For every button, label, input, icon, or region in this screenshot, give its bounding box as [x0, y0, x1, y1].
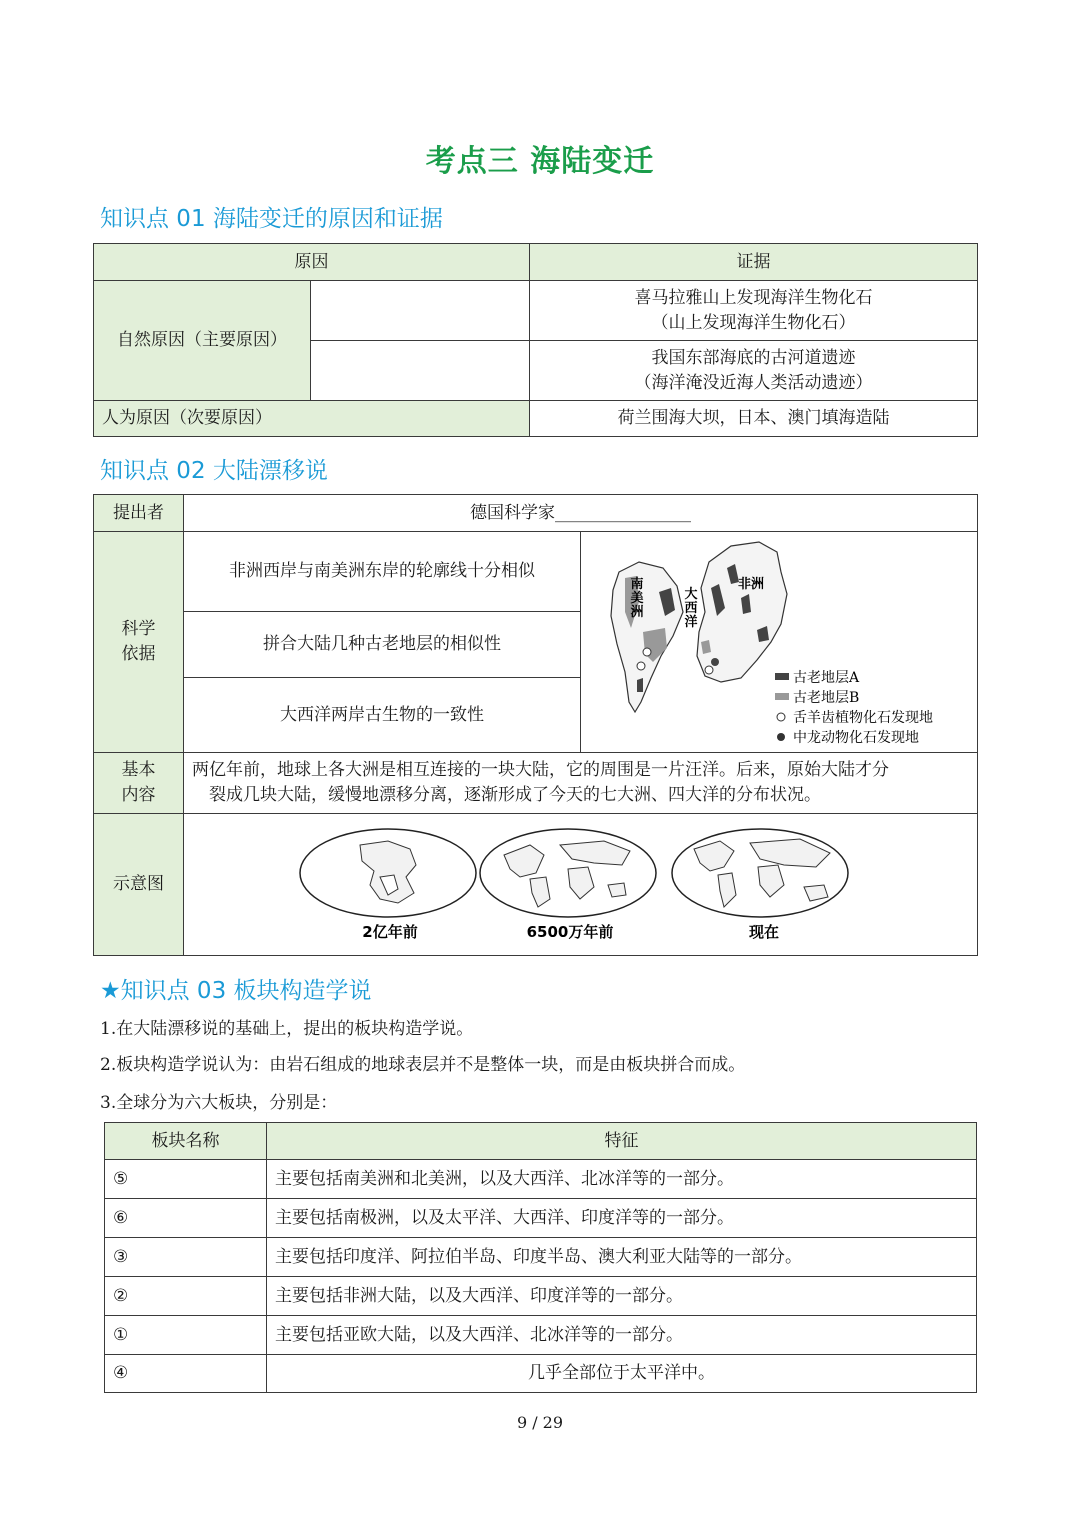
paragraph-2: 2.板块构造学说认为：由岩石组成的地球表层并不是整体一块，而是由板块拼合而成。: [100, 1055, 746, 1075]
content-label-1: 基本: [121, 760, 156, 781]
globes-diagram: [184, 815, 978, 955]
plate-feature: 主要包括印度洋、阿拉伯半岛、印度半岛、澳大利亚大陆等的一部分。: [267, 1238, 977, 1277]
plate-name: ⑥: [105, 1199, 267, 1238]
plate-feature: 主要包括南极洲，以及太平洋、大西洋、印度洋等的一部分。: [267, 1199, 977, 1238]
content-label-2: 内容: [121, 785, 156, 805]
globe-label-2: 6500万年前: [526, 922, 614, 941]
proposer-label: 提出者: [94, 495, 184, 532]
legend-mesosaurus: 中龙动物化石发现地: [793, 730, 919, 746]
label-atlantic-1: 大: [684, 587, 698, 602]
section3-heading: ★知识点 03 板块构造学说: [100, 978, 372, 1004]
content-label: [94, 753, 184, 814]
section1-heading: 知识点 01 海陆变迁的原因和证据: [100, 206, 443, 232]
basis-item: 大西洋两岸古生物的一致性: [184, 677, 581, 752]
basis-label-2: 依据: [121, 644, 156, 664]
plate-feature: 几乎全部位于太平洋中。: [267, 1355, 977, 1393]
causes-table: [93, 243, 978, 437]
basis-item: 非洲西岸与南美洲东岸的轮廓线十分相似: [184, 532, 581, 612]
legend-filled-circle: [777, 733, 785, 741]
label-south-america-2: 美: [630, 591, 644, 606]
globe-label-3: 现在: [748, 922, 780, 941]
blank-cell-1: [311, 281, 530, 341]
plate-name: ②: [105, 1277, 267, 1316]
legend-open-circle: [777, 713, 785, 721]
plate-feature: 主要包括南美洲和北美洲，以及大西洋、北冰洋等的一部分。: [267, 1160, 977, 1199]
continent-fit-map: [581, 532, 978, 752]
plate-name: ④: [105, 1355, 267, 1393]
natural-reason-cell: 自然原因（主要原因）: [94, 281, 311, 401]
header-plate-name: 板块名称: [105, 1123, 267, 1160]
legend-b: 古老地层B: [793, 690, 860, 706]
basis-item: 拼合大陆几种古老地层的相似性: [184, 612, 581, 677]
paragraph-1: 1.在大陆漂移说的基础上，提出的板块构造学说。: [100, 1019, 474, 1039]
plates-table: [104, 1122, 977, 1393]
label-africa: 非洲: [737, 577, 765, 592]
content-line-2: 裂成几块大陆，缓慢地漂移分离，逐渐形成了今天的七大洲、四大洋的分布状况。: [209, 785, 821, 805]
label-south-america-3: 洲: [630, 605, 644, 620]
evidence-1-line1: 喜马拉雅山上发现海洋生物化石: [634, 287, 873, 308]
evidence-2-line2: （海洋淹没近海人类活动遗迹）: [634, 372, 873, 393]
label-atlantic-2: 西: [684, 601, 698, 616]
content-text: [184, 753, 978, 814]
evidence-1-line2: （山上发现海洋生物化石）: [651, 312, 856, 333]
basis-label-1: 科学: [121, 619, 156, 640]
globe-label-1: 2亿年前: [362, 922, 418, 941]
page-number: 9 / 29: [516, 1413, 564, 1432]
legend-swatch-b: [775, 693, 789, 700]
legend-glossopteris: 舌羊齿植物化石发现地: [793, 710, 933, 726]
page-title: 考点三 海陆变迁: [425, 144, 655, 179]
plate-feature: 主要包括亚欧大陆，以及大西洋、北冰洋等的一部分。: [267, 1316, 977, 1355]
plate-feature: 主要包括非洲大陆，以及大西洋、印度洋等的一部分。: [267, 1277, 977, 1316]
header-reason: 原因: [94, 244, 530, 281]
content-line-1: 两亿年前，地球上各大洲是相互连接的一块大陆，它的周围是一片汪洋。后来，原始大陆才分: [192, 760, 889, 781]
plate-name: ①: [105, 1316, 267, 1355]
evidence-2-line1: 我国东部海底的古河道遗迹: [651, 347, 856, 368]
plate-name: ③: [105, 1238, 267, 1277]
globe-present: [672, 829, 848, 917]
label-south-america-1: 南: [630, 577, 644, 592]
label-atlantic-3: 洋: [684, 615, 698, 630]
drift-table: [93, 494, 978, 956]
section2-heading: 知识点 02 大陆漂移说: [100, 458, 328, 484]
legend-swatch-a: [775, 673, 789, 680]
basis-label: [94, 532, 184, 753]
legend-a: 古老地层A: [793, 670, 860, 686]
diagram-label: 示意图: [94, 814, 184, 956]
human-reason-cell: 人为原因（次要原因）: [94, 401, 530, 437]
header-plate-feature: 特征: [267, 1123, 977, 1160]
drift-map-cell: [581, 532, 978, 753]
evidence-1: [530, 281, 978, 341]
proposer-value: 德国科学家________________: [184, 495, 978, 532]
globe-65my: [480, 829, 656, 917]
paragraph-3: 3.全球分为六大板块，分别是：: [100, 1093, 338, 1113]
evidence-2: [530, 341, 978, 401]
globes-cell: [184, 814, 978, 956]
plate-name: ⑤: [105, 1160, 267, 1199]
header-evidence: 证据: [530, 244, 978, 281]
globe-200my: [300, 829, 476, 917]
blank-cell-2: [311, 341, 530, 401]
evidence-3: 荷兰围海大坝，日本、澳门填海造陆: [530, 401, 978, 437]
